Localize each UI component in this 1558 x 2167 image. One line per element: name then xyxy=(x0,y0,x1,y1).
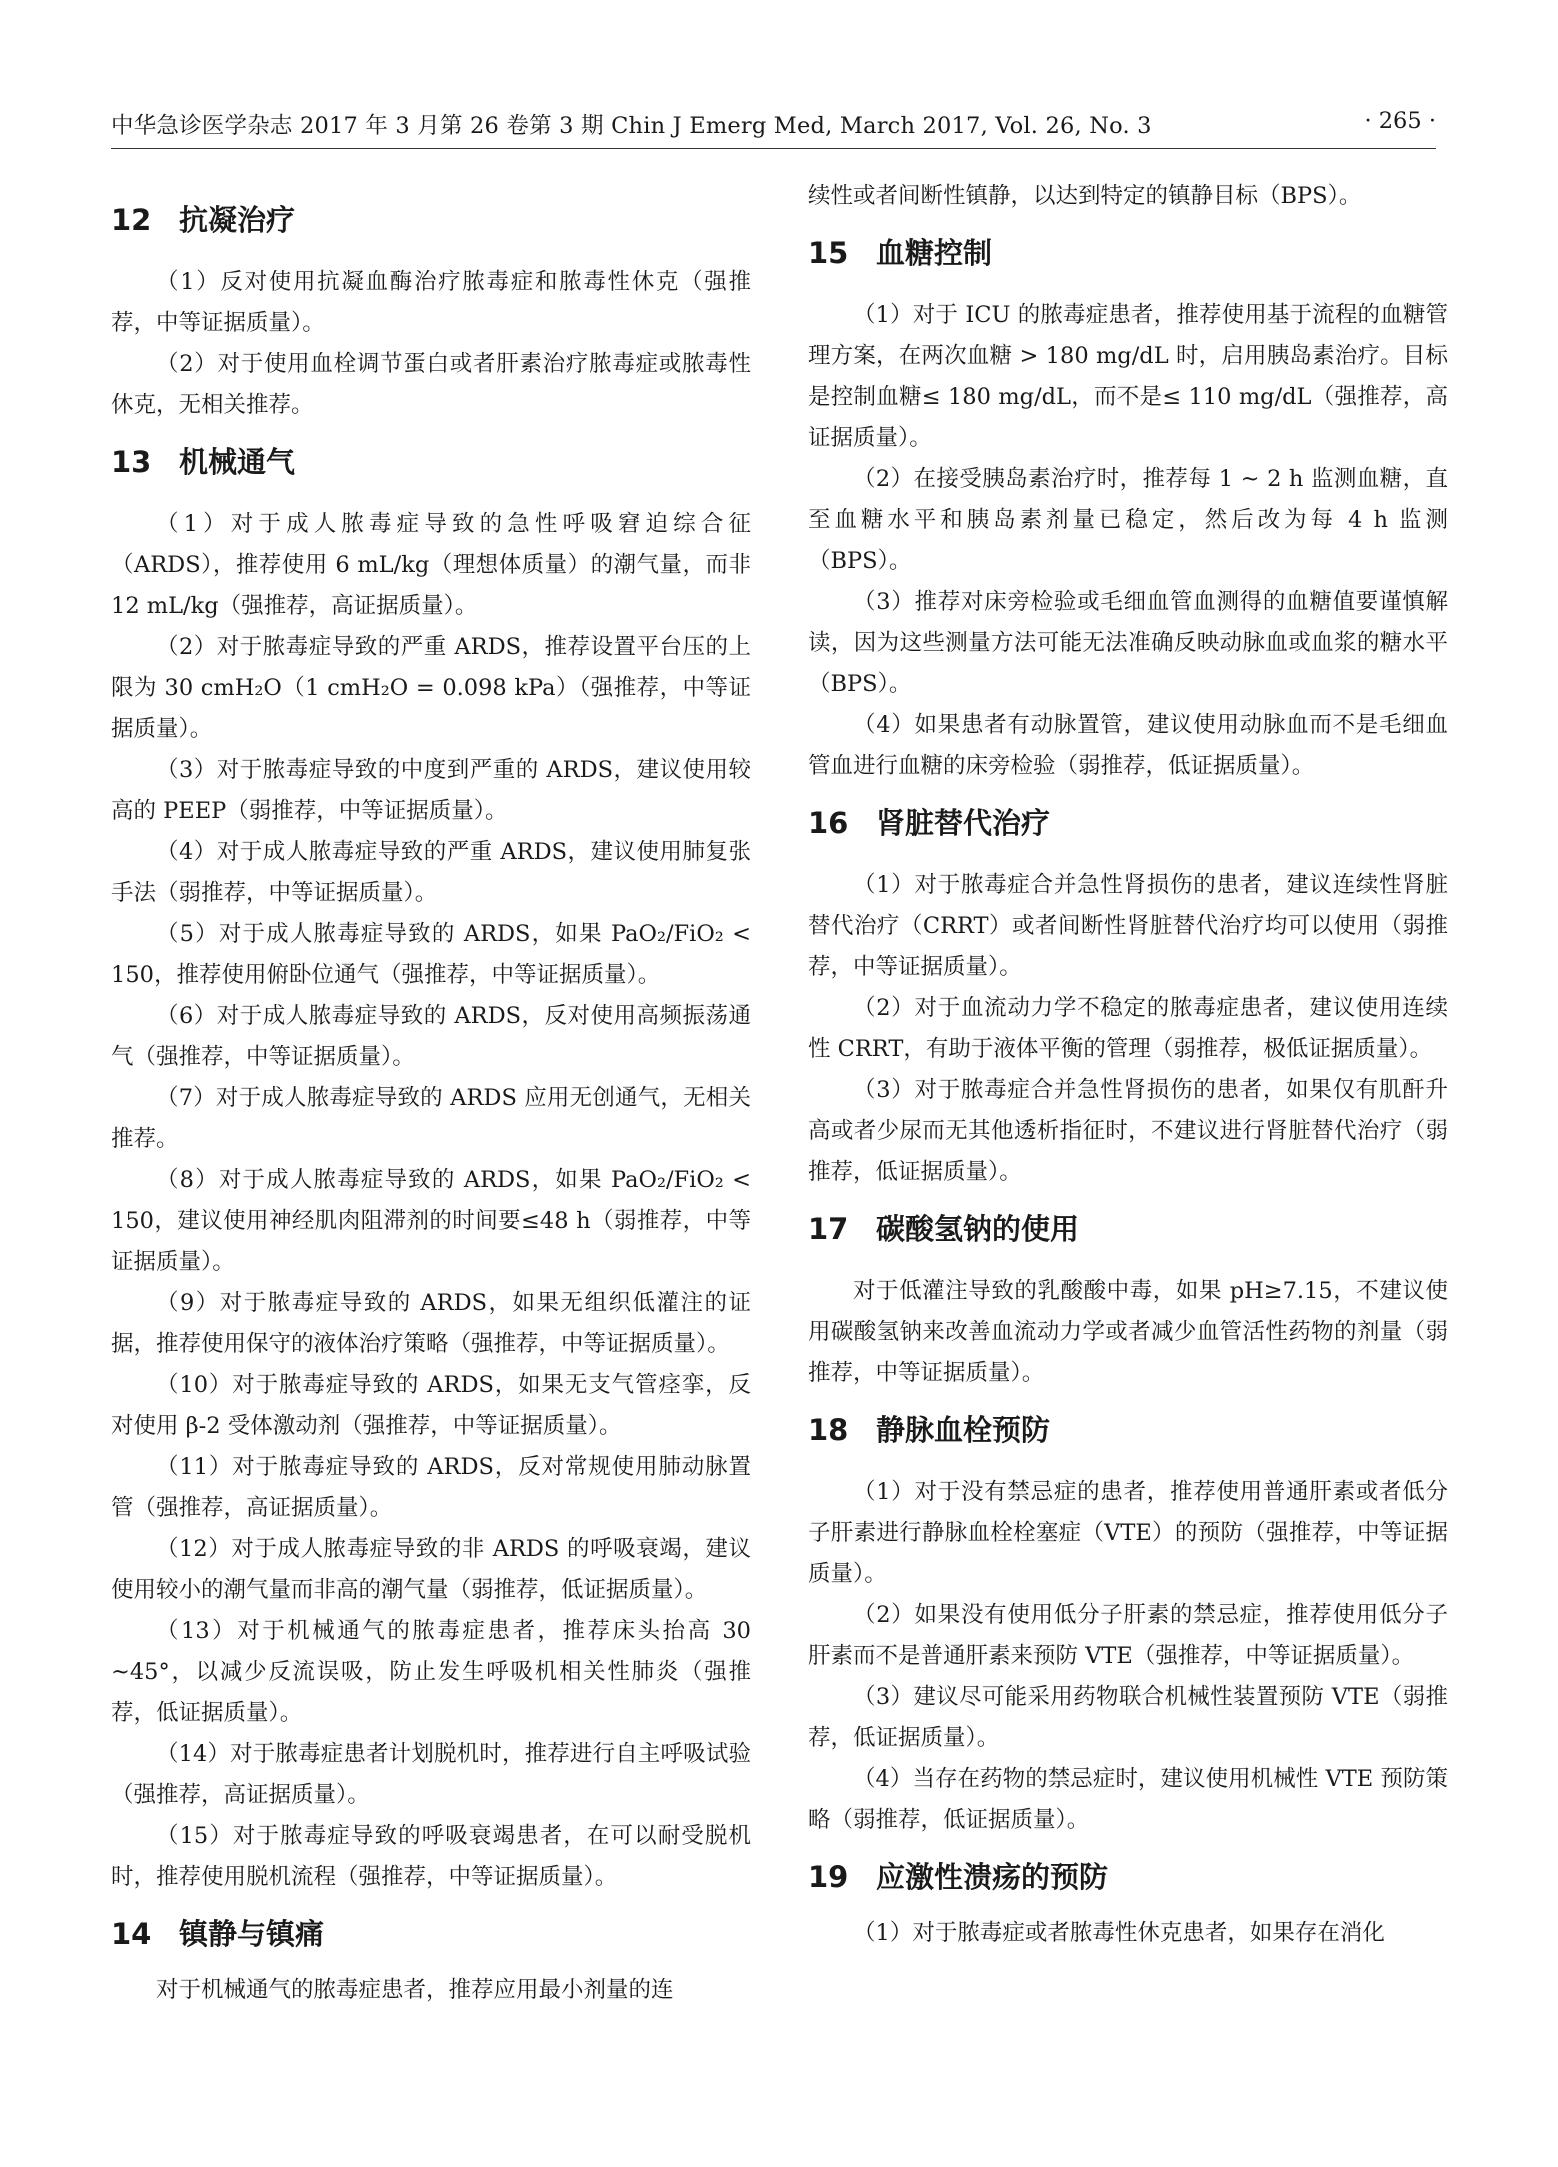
left-column xyxy=(111,176,751,2011)
page-number: · 265 · xyxy=(1364,108,1436,134)
paragraph: （9）对于脓毒症导致的 ARDS，如果无组织低灌注的证据，推荐使用保守的液体治疗策略（强推荐，中等证据质量）。 xyxy=(111,1290,751,1357)
paragraph: （2）对于血流动力学不稳定的脓毒症患者，建议使用连续性 CRRT，有助于液体平衡的管理（弱推荐，极低证据质量）。 xyxy=(808,995,1448,1062)
section-heading-18 xyxy=(808,1410,1448,1450)
section-heading-12 xyxy=(111,200,751,240)
paragraph: （11）对于脓毒症导致的 ARDS，反对常规使用肺动脉置管（强推荐，高证据质量）。 xyxy=(111,1454,751,1521)
running-header xyxy=(111,108,1436,149)
paragraph: （2）如果没有使用低分子肝素的禁忌症，推荐使用低分子肝素而不是普通肝素来预防 VTE（强推荐，中等证据质量）。 xyxy=(808,1602,1448,1669)
section-heading-15 xyxy=(808,233,1448,273)
paragraph: （1）对于成人脓毒症导致的急性呼吸窘迫综合征（ARDS），推荐使用 6 mL/kg（理想体质量）的潮气量，而非 12 mL/kg（强推荐，高证据质量）。 xyxy=(111,511,751,619)
section-heading-19 xyxy=(808,1857,1448,1897)
paragraph: （12）对于成人脓毒症导致的非 ARDS 的呼吸衰竭，建议使用较小的潮气量而非高的潮气量（弱推荐，低证据质量）。 xyxy=(111,1536,751,1603)
section-number: 19 xyxy=(808,1860,849,1894)
section-number: 14 xyxy=(111,1917,152,1951)
section-title: 碳酸氢钠的使用 xyxy=(876,1212,1080,1246)
section-number: 12 xyxy=(111,203,152,237)
paragraph: （3）推荐对床旁检验或毛细血管血测得的血糖值要谨慎解读，因为这些测量方法可能无法准确反映动脉血或血浆的糖水平（BPS）。 xyxy=(808,589,1448,697)
paragraph-continuation: 续性或者间断性镇静，以达到特定的镇静目标（BPS）。 xyxy=(808,183,1362,209)
section-number: 13 xyxy=(111,445,152,479)
paragraph: （13）对于机械通气的脓毒症患者，推荐床头抬高 30 ~45°，以减少反流误吸，防止发生呼吸机相关性肺炎（强推荐，低证据质量）。 xyxy=(111,1618,751,1726)
paragraph: （1）对于 ICU 的脓毒症患者，推荐使用基于流程的血糖管理方案，在两次血糖 > 180 mg/dL 时，启用胰岛素治疗。目标是控制血糖≤ 180 mg/dL，而不是≤ 110 mg/dL（强推荐，高证据质量）。 xyxy=(808,302,1448,451)
paragraph: （3）建议尽可能采用药物联合机械性装置预防 VTE（弱推荐，低证据质量）。 xyxy=(808,1684,1448,1751)
section-title: 抗凝治疗 xyxy=(179,203,296,237)
paragraph: （6）对于成人脓毒症导致的 ARDS，反对使用高频振荡通气（强推荐，中等证据质量）。 xyxy=(111,1003,751,1070)
paragraph: （4）当存在药物的禁忌症时，建议使用机械性 VTE 预防策略（弱推荐，低证据质量）。 xyxy=(808,1766,1448,1833)
right-column xyxy=(808,176,1448,1954)
section-title: 肾脏替代治疗 xyxy=(876,806,1051,840)
paragraph: （7）对于成人脓毒症导致的 ARDS 应用无创通气，无相关推荐。 xyxy=(111,1085,751,1152)
section-title: 静脉血栓预防 xyxy=(876,1413,1051,1447)
paragraph: 对于机械通气的脓毒症患者，推荐应用最小剂量的连 xyxy=(156,1977,674,2003)
paragraph: （1）反对使用抗凝血酶治疗脓毒症和脓毒性休克（强推荐，中等证据质量）。 xyxy=(111,269,751,336)
paragraph: （3）对于脓毒症导致的中度到严重的 ARDS，建议使用较高的 PEEP（弱推荐，中等证据质量）。 xyxy=(111,757,751,824)
section-number: 15 xyxy=(808,236,849,270)
section-heading-14 xyxy=(111,1914,751,1954)
paragraph: （4）如果患者有动脉置管，建议使用动脉血而不是毛细血管血进行血糖的床旁检验（弱推荐，低证据质量）。 xyxy=(808,712,1448,779)
paragraph: （2）在接受胰岛素治疗时，推荐每 1 ~ 2 h 监测血糖，直至血糖水平和胰岛素剂量已稳定，然后改为每 4 h 监测（BPS）。 xyxy=(808,466,1448,574)
paragraph: （1）对于没有禁忌症的患者，推荐使用普通肝素或者低分子肝素进行静脉血栓栓塞症（VTE）的预防（强推荐，中等证据质量）。 xyxy=(808,1479,1448,1587)
paragraph: 对于低灌注导致的乳酸酸中毒，如果 pH≥7.15，不建议使用碳酸氢钠来改善血流动力学或者减少血管活性药物的剂量（弱推荐，中等证据质量）。 xyxy=(808,1278,1448,1386)
paragraph: （8）对于成人脓毒症导致的 ARDS，如果 PaO₂/FiO₂ < 150，建议使用神经肌肉阻滞剂的时间要≤48 h（弱推荐，中等证据质量）。 xyxy=(111,1167,751,1275)
section-heading-17 xyxy=(808,1209,1448,1249)
paragraph: （2）对于脓毒症导致的严重 ARDS，推荐设置平台压的上限为 30 cmH₂O（1 cmH₂O = 0.098 kPa）（强推荐，中等证据质量）。 xyxy=(111,634,751,742)
section-title: 应激性溃疡的预防 xyxy=(876,1860,1109,1894)
section-heading-16 xyxy=(808,803,1448,843)
section-title: 血糖控制 xyxy=(876,236,993,270)
paragraph: （2）对于使用血栓调节蛋白或者肝素治疗脓毒症或脓毒性休克，无相关推荐。 xyxy=(111,351,751,418)
section-number: 18 xyxy=(808,1413,849,1447)
paragraph: （1）对于脓毒症或者脓毒性休克患者，如果存在消化 xyxy=(853,1920,1385,1946)
paragraph: （14）对于脓毒症患者计划脱机时，推荐进行自主呼吸试验（强推荐，高证据质量）。 xyxy=(111,1741,751,1808)
paragraph: （15）对于脓毒症导致的呼吸衰竭患者，在可以耐受脱机时，推荐使用脱机流程（强推荐，中等证据质量）。 xyxy=(111,1823,751,1890)
section-number: 16 xyxy=(808,806,849,840)
paragraph: （10）对于脓毒症导致的 ARDS，如果无支气管痉挛，反对使用 β-2 受体激动剂（强推荐，中等证据质量）。 xyxy=(111,1372,751,1439)
paragraph: （5）对于成人脓毒症导致的 ARDS，如果 PaO₂/FiO₂ < 150，推荐使用俯卧位通气（强推荐，中等证据质量）。 xyxy=(111,921,751,988)
paragraph: （1）对于脓毒症合并急性肾损伤的患者，建议连续性肾脏替代治疗（CRRT）或者间断性肾脏替代治疗均可以使用（弱推荐，中等证据质量）。 xyxy=(808,872,1448,980)
paragraph: （3）对于脓毒症合并急性肾损伤的患者，如果仅有肌酐升高或者少尿而无其他透析指征时，不建议进行肾脏替代治疗（弱推荐，低证据质量）。 xyxy=(808,1077,1448,1185)
paragraph: （4）对于成人脓毒症导致的严重 ARDS，建议使用肺复张手法（弱推荐，中等证据质量）。 xyxy=(111,839,751,906)
journal-citation: 中华急诊医学杂志 2017 年 3 月第 26 卷第 3 期 Chin J Emerg Med, March 2017, Vol. 26, No. 3 xyxy=(111,113,1152,139)
section-heading-13 xyxy=(111,442,751,482)
section-number: 17 xyxy=(808,1212,849,1246)
section-title: 镇静与镇痛 xyxy=(179,1917,325,1951)
section-title: 机械通气 xyxy=(179,445,296,479)
